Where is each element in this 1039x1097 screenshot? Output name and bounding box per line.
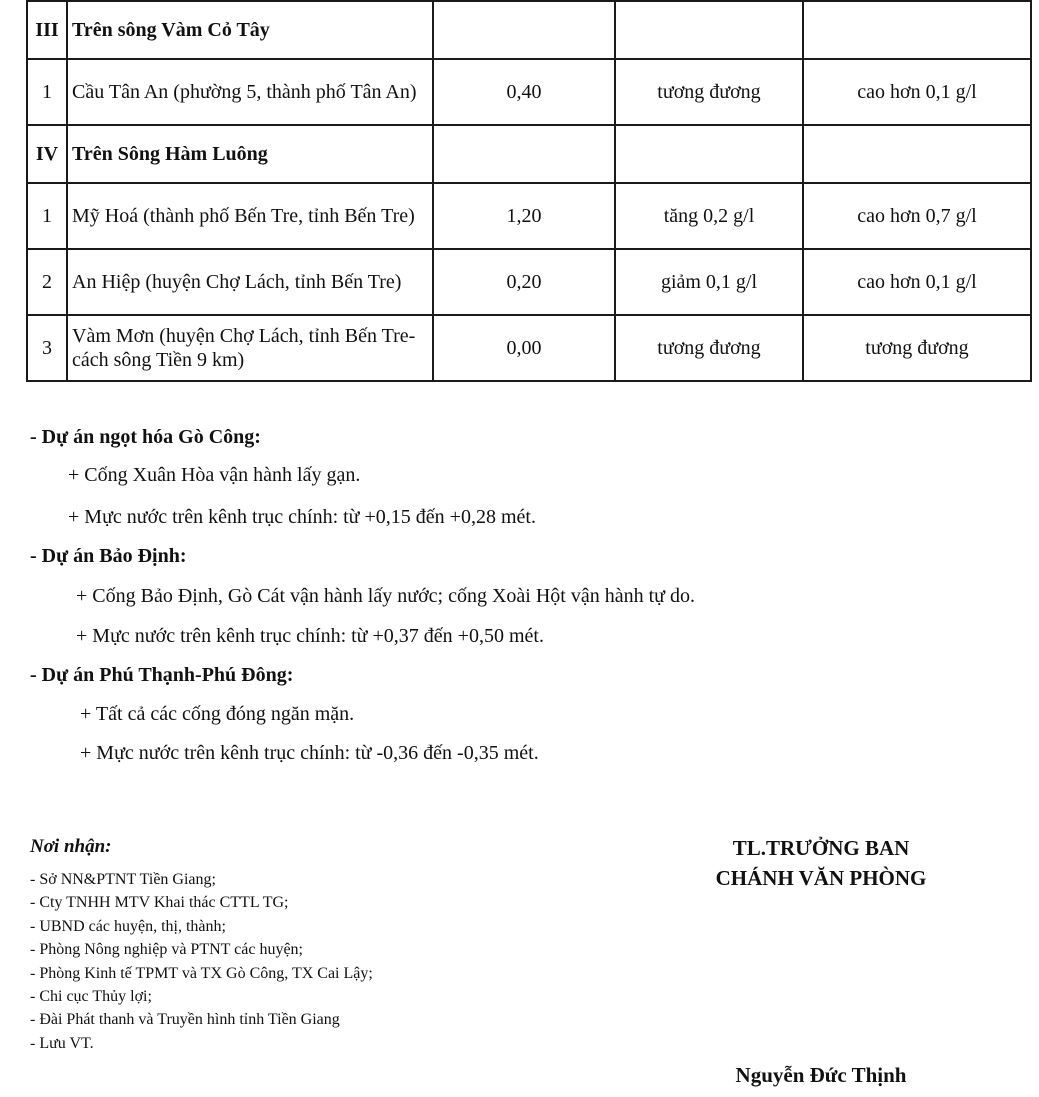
compare-previous: tương đương (615, 315, 803, 381)
compare-previous: tương đương (615, 59, 803, 125)
compare-previous: giảm 0,1 g/l (615, 249, 803, 315)
section-number: III (27, 1, 67, 59)
list-item: - Lưu VT. (30, 1034, 94, 1052)
project-item: + Mực nước trên kênh trục chính: từ +0,37 đến +0,50 mét. (76, 625, 544, 647)
compare-average: cao hơn 0,1 g/l (803, 249, 1031, 315)
project-title-bao-dinh: - Dự án Bảo Định: (30, 545, 187, 567)
list-item: - Phòng Kinh tế TPMT và TX Gò Công, TX Cai Lậy; (30, 964, 373, 982)
signature-name: Nguyễn Đức Thịnh (735, 1063, 907, 1087)
signature-title-line1: TL.TRƯỞNG BAN (732, 836, 910, 860)
table-row (27, 59, 1031, 125)
project-item: + Mực nước trên kênh trục chính: từ -0,36 đến -0,35 mét. (80, 742, 539, 764)
section-title: Trên Sông Hàm Luông (67, 125, 433, 183)
signature-title-line2: CHÁNH VĂN PHÒNG (715, 866, 927, 890)
list-item: - Phòng Nông nghiệp và PTNT các huyện; (30, 941, 303, 959)
station-location: Vàm Mơn (huyện Chợ Lách, tỉnh Bến Tre- cách sông Tiền 9 km) (67, 315, 433, 381)
table-row (27, 183, 1031, 249)
row-number: 2 (27, 249, 67, 315)
empty-cell (433, 1, 615, 59)
list-item: - UBND các huyện, thị, thành; (30, 917, 226, 935)
list-item: - Sở NN&PTNT Tiền Giang; (30, 871, 216, 888)
empty-cell (433, 125, 615, 183)
recipients-title: Nơi nhận: (30, 836, 112, 857)
project-item: + Tất cả các cống đóng ngăn mặn. (80, 703, 355, 725)
project-item: + Cống Bảo Định, Gò Cát vận hành lấy nước; cống Xoài Hột vận hành tự do. (76, 585, 695, 607)
salinity-value: 0,40 (433, 59, 615, 125)
station-location: Mỹ Hoá (thành phố Bến Tre, tỉnh Bến Tre) (67, 183, 433, 249)
project-title-phu-thanh: - Dự án Phú Thạnh-Phú Đông: (30, 664, 294, 686)
station-location: An Hiệp (huyện Chợ Lách, tỉnh Bến Tre) (67, 249, 433, 315)
compare-average: cao hơn 0,1 g/l (803, 59, 1031, 125)
empty-cell (803, 1, 1031, 59)
row-number: 1 (27, 183, 67, 249)
salinity-value: 1,20 (433, 183, 615, 249)
list-item: - Cty TNHH MTV Khai thác CTTL TG; (30, 894, 289, 912)
project-title-go-cong: - Dự án ngọt hóa Gò Công: (30, 426, 261, 448)
compare-average: cao hơn 0,7 g/l (803, 183, 1031, 249)
table-row (27, 315, 1031, 381)
empty-cell (615, 125, 803, 183)
list-item: - Chi cục Thủy lợi; (30, 987, 152, 1005)
section-number: IV (27, 125, 67, 183)
section-title: Trên sông Vàm Cỏ Tây (67, 1, 433, 59)
table-section-row (27, 1, 1031, 59)
table-row (27, 249, 1031, 315)
row-number: 3 (27, 315, 67, 381)
recipients-list (30, 868, 373, 1055)
station-location: Cầu Tân An (phường 5, thành phố Tân An) (67, 59, 433, 125)
salinity-value: 0,20 (433, 249, 615, 315)
compare-average: tương đương (803, 315, 1031, 381)
compare-previous: tăng 0,2 g/l (615, 183, 803, 249)
salinity-table (26, 0, 1032, 382)
list-item: - Đài Phát thanh và Truyền hình tỉnh Tiền Giang (30, 1011, 340, 1029)
row-number: 1 (27, 59, 67, 125)
empty-cell (803, 125, 1031, 183)
empty-cell (615, 1, 803, 59)
table-section-row (27, 125, 1031, 183)
salinity-value: 0,00 (433, 315, 615, 381)
project-item: + Cống Xuân Hòa vận hành lấy gạn. (68, 464, 361, 486)
project-item: + Mực nước trên kênh trục chính: từ +0,15 đến +0,28 mét. (68, 506, 536, 528)
